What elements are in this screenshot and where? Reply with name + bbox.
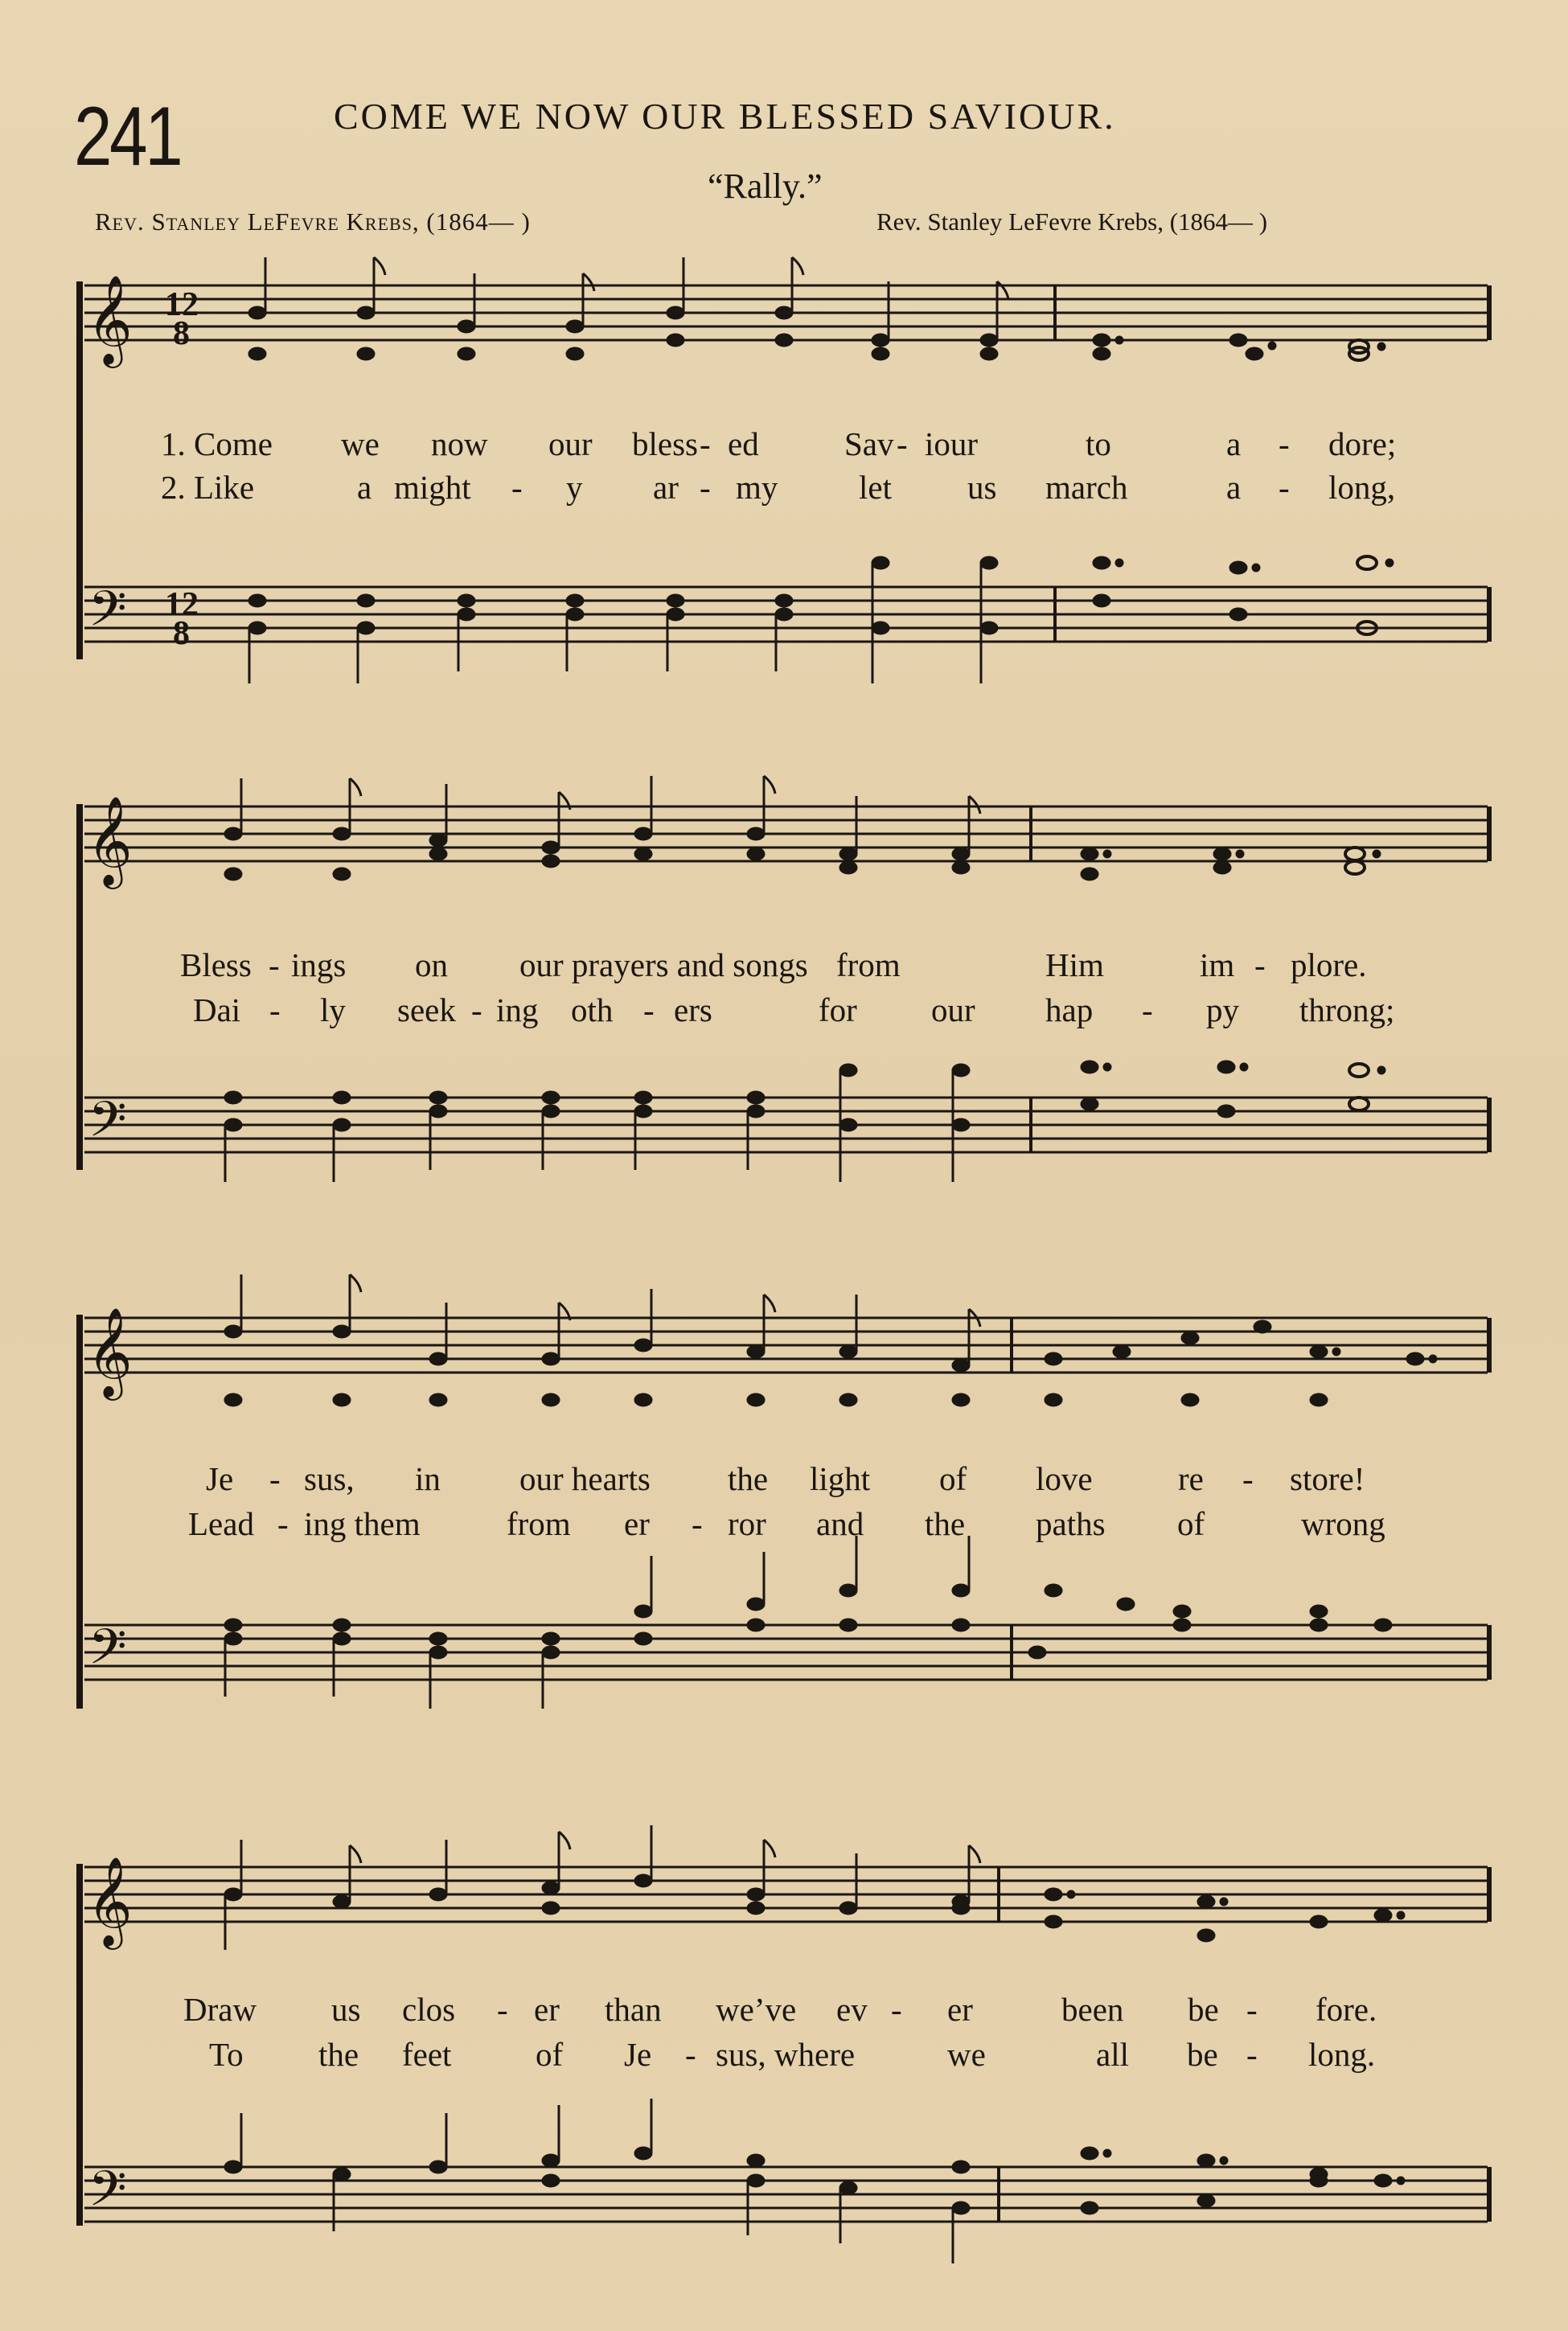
lyric-line-verse-2: Dai - ly seek - ing oth - ers for our hap - py throng; xyxy=(193,991,1395,1028)
time-signature-bottom: 8 xyxy=(173,315,190,352)
treble-clef-icon: 𝄞 xyxy=(87,1307,133,1397)
treble-clef-icon: 𝄞 xyxy=(87,795,133,885)
time-signature-top: 12 xyxy=(165,586,199,623)
bass-clef-icon: 𝄢 xyxy=(88,1091,127,1160)
hymn-title: COME WE NOW OUR BLESSED SAVIOUR. xyxy=(334,96,1116,137)
time-signature-top: 12 xyxy=(165,286,199,323)
tune-name: “Rally.” xyxy=(708,166,823,206)
author-credit: Rev. Stanley LeFevre Krebs, (1864— ) xyxy=(95,207,531,236)
bass-clef-icon: 𝄢 xyxy=(88,581,127,650)
bass-clef-icon: 𝄢 xyxy=(88,1619,127,1688)
time-signature-bottom: 8 xyxy=(173,615,190,652)
lyric-line-verse-1: 1. Come we now our bless - ed Sav - iour to a - dore; xyxy=(161,425,1397,462)
lyric-line-verse-2: 2. Like a might - y ar - my let us march a - long, xyxy=(161,469,1396,506)
lyric-line-verse-2: To the feet of Je - sus, where we all be - long. xyxy=(209,2036,1376,2073)
lyric-line-verse-1: Je - sus, in our hearts the light of love re - store! xyxy=(206,1460,1365,1497)
lyric-line-verse-2: Lead - ing them from er - ror and the paths of wrong xyxy=(188,1505,1385,1542)
lyric-line-verse-1: Draw us clos - er than we’ve ev - er been be - fore. xyxy=(183,1991,1377,2028)
treble-clef-icon: 𝄞 xyxy=(87,1856,133,1946)
lyric-line-verse-1: Bless - ings on our prayers and songs from Him im - plore. xyxy=(180,946,1367,983)
bass-clef-icon: 𝄢 xyxy=(88,2161,127,2230)
treble-notes xyxy=(225,1825,1404,1950)
treble-clef-icon: 𝄞 xyxy=(87,274,133,364)
hymn-number: 241 xyxy=(74,90,181,183)
composer-credit: Rev. Stanley LeFevre Krebs, (1864— ) xyxy=(876,207,1268,236)
